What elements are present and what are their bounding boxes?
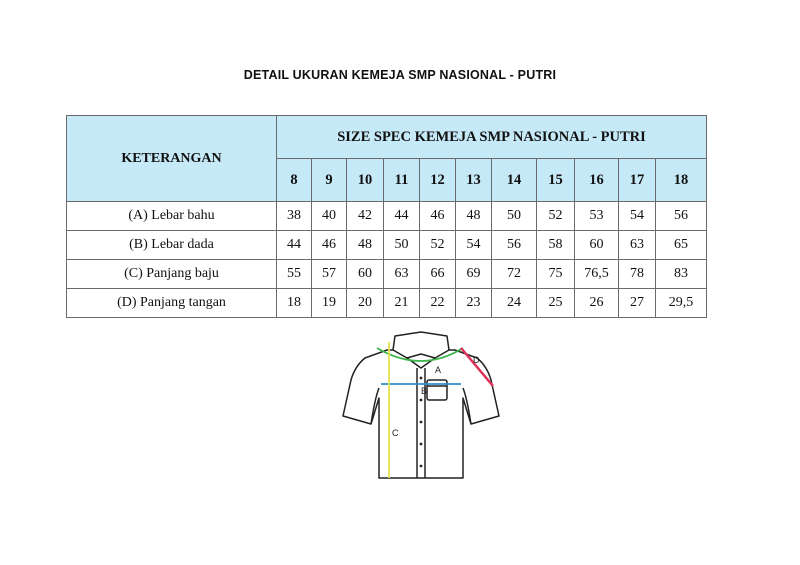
table-cell: 48 xyxy=(347,231,384,260)
button-dot xyxy=(420,465,423,468)
header-row xyxy=(67,116,707,159)
table-cell: 78 xyxy=(619,260,656,289)
shirt-outline xyxy=(343,332,499,478)
label-b: B xyxy=(421,386,428,396)
button-dot xyxy=(420,399,423,402)
table-cell: 50 xyxy=(384,231,420,260)
size-header: 16 xyxy=(575,159,619,202)
page-title: DETAIL UKURAN KEMEJA SMP NASIONAL - PUTRI xyxy=(243,68,557,82)
size-header: 9 xyxy=(312,159,347,202)
button-dot xyxy=(420,377,423,380)
size-header: 11 xyxy=(384,159,420,202)
row-label: (A) Lebar bahu xyxy=(67,202,277,231)
label-d: D xyxy=(473,355,480,365)
table-cell: 22 xyxy=(420,289,456,318)
table-cell: 25 xyxy=(537,289,575,318)
table-cell: 21 xyxy=(384,289,420,318)
size-header: 8 xyxy=(277,159,312,202)
table-cell: 52 xyxy=(537,202,575,231)
size-spec-table xyxy=(66,115,707,318)
table-cell: 19 xyxy=(312,289,347,318)
table-cell: 54 xyxy=(456,231,492,260)
table-cell: 52 xyxy=(420,231,456,260)
table-cell: 63 xyxy=(619,231,656,260)
table-cell: 53 xyxy=(575,202,619,231)
table-cell: 23 xyxy=(456,289,492,318)
table-cell: 42 xyxy=(347,202,384,231)
table-cell: 46 xyxy=(420,202,456,231)
size-header: 12 xyxy=(420,159,456,202)
size-header: 18 xyxy=(656,159,707,202)
table-cell: 54 xyxy=(619,202,656,231)
size-header: 17 xyxy=(619,159,656,202)
table-cell: 75 xyxy=(537,260,575,289)
table-cell: 40 xyxy=(312,202,347,231)
table-cell: 60 xyxy=(347,260,384,289)
label-a: A xyxy=(435,365,442,375)
row-label: (B) Lebar dada xyxy=(67,231,277,260)
table-cell: 56 xyxy=(492,231,537,260)
table-cell: 55 xyxy=(277,260,312,289)
table-cell: 44 xyxy=(277,231,312,260)
row-label: (C) Panjang baju xyxy=(67,260,277,289)
table-cell: 29,5 xyxy=(656,289,707,318)
row-label: (D) Panjang tangan xyxy=(67,289,277,318)
table-cell: 46 xyxy=(312,231,347,260)
table-cell: 24 xyxy=(492,289,537,318)
table-cell: 48 xyxy=(456,202,492,231)
table-cell: 26 xyxy=(575,289,619,318)
size-header: 14 xyxy=(492,159,537,202)
table-cell: 38 xyxy=(277,202,312,231)
size-header: 13 xyxy=(456,159,492,202)
table-row xyxy=(67,260,707,289)
table-cell: 56 xyxy=(656,202,707,231)
table-cell: 44 xyxy=(384,202,420,231)
shirt-measurement-diagram xyxy=(335,328,505,488)
table-cell: 58 xyxy=(537,231,575,260)
table-cell: 18 xyxy=(277,289,312,318)
table-cell: 60 xyxy=(575,231,619,260)
table-row xyxy=(67,202,707,231)
table-cell: 57 xyxy=(312,260,347,289)
table-cell: 63 xyxy=(384,260,420,289)
table-cell: 72 xyxy=(492,260,537,289)
button-dot xyxy=(420,443,423,446)
spec-span-header: SIZE SPEC KEMEJA SMP NASIONAL - PUTRI xyxy=(277,116,707,159)
table-cell: 50 xyxy=(492,202,537,231)
button-dot xyxy=(420,421,423,424)
label-c: C xyxy=(392,428,399,438)
table-cell: 20 xyxy=(347,289,384,318)
table-row xyxy=(67,231,707,260)
table-row xyxy=(67,289,707,318)
size-header: 15 xyxy=(537,159,575,202)
table-cell: 65 xyxy=(656,231,707,260)
table-cell: 83 xyxy=(656,260,707,289)
table-cell: 27 xyxy=(619,289,656,318)
table-cell: 69 xyxy=(456,260,492,289)
size-header: 10 xyxy=(347,159,384,202)
label-column-header: KETERANGAN xyxy=(67,116,277,202)
table-cell: 66 xyxy=(420,260,456,289)
table-cell: 76,5 xyxy=(575,260,619,289)
